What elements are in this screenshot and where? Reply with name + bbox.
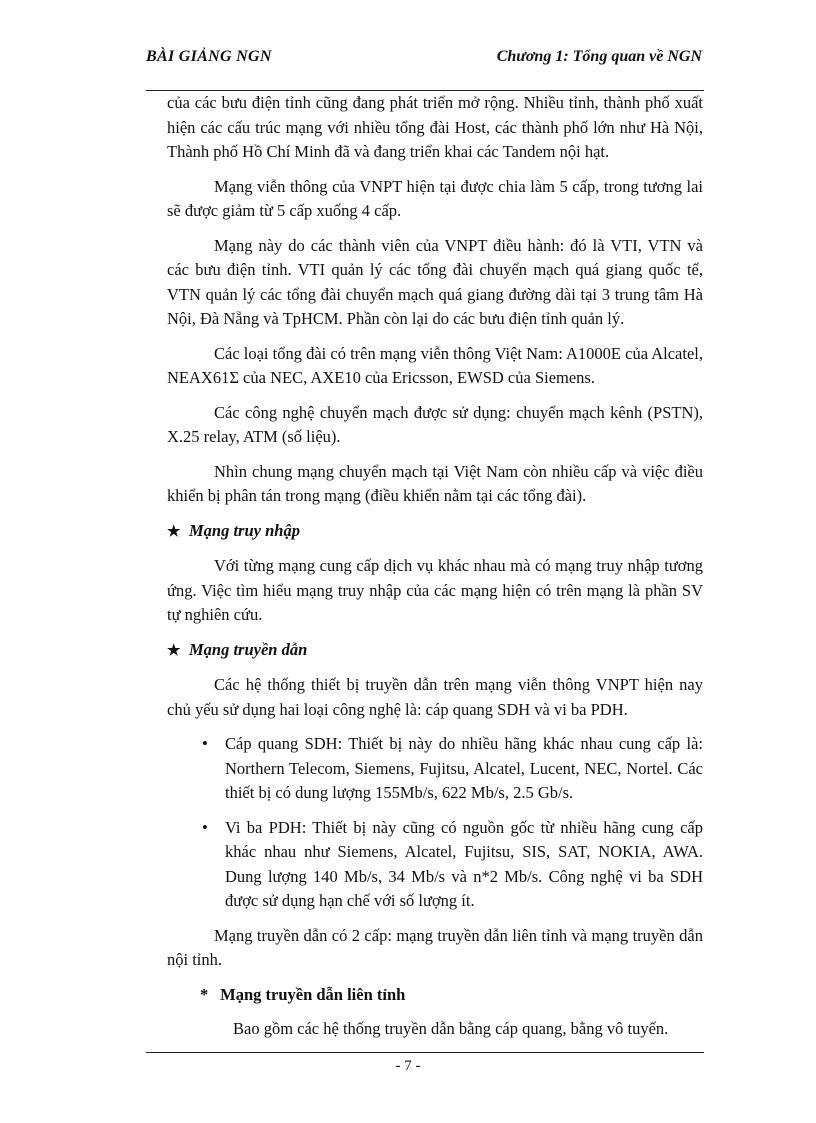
- paragraph: Mạng truyền dẫn có 2 cấp: mạng truyền dẫn liên tỉnh và mạng truyền dẫn nội tỉnh.: [167, 925, 703, 969]
- list-item: [167, 732, 703, 806]
- paragraph: Các loại tổng đài có trên mạng viễn thông Việt Nam: A1000E của Alcatel, NEAX61Σ của NEC, AXE10 của Ericsson, EWSD của Siemens.: [167, 343, 703, 387]
- footer-divider: [146, 1052, 704, 1053]
- star-icon: ★: [167, 523, 181, 540]
- paragraph: Mạng này do các thành viên của VNPT điều hành: đó là VTI, VTN và các bưu điện tỉnh. VTI quản lý các tổng đài chuyển mạch quá giang quốc tế, VTN quản lý các tổng đài chuyển mạch quá giang đường dài tại 3 trung tâm Hà Nội, Đà Nẵng và TpHCM. Phần còn lại do các bưu điện tỉnh quản lý.: [167, 235, 703, 328]
- page-header: [146, 48, 702, 76]
- paragraph: Mạng viễn thông của VNPT hiện tại được chia làm 5 cấp, trong tương lai sẽ được giảm từ 5 cấp xuống 4 cấp.: [167, 176, 703, 220]
- bullet-list: [167, 732, 703, 914]
- heading-text: Mạng truyền dẫn: [189, 639, 308, 659]
- subsection-heading-intercity: [200, 983, 703, 1008]
- page-number: - 7 -: [395, 1058, 421, 1074]
- list-item-text: Vi ba PDH: Thiết bị này cũng có nguồn gốc từ nhiều hãng cung cấp khác nhau như Siemens, Alcatel, Fujitsu, SIS, SAT, NOKIA, AWA. Dung lượng 140 Mb/s, 34 Mb/s và n*2 Mb/s. Công nghệ vi ba SDH được sử dụng hạn chế với số lượng ít.: [225, 817, 703, 910]
- document-body: [167, 91, 703, 1052]
- paragraph: Các công nghệ chuyển mạch được sử dụng: chuyển mạch kênh (PSTN), X.25 relay, ATM (số liệu).: [167, 402, 703, 446]
- subheading-text: Mạng truyền dẫn liên tỉnh: [220, 984, 406, 1004]
- paragraph: của các bưu điện tỉnh cũng đang phát triển mở rộng. Nhiều tỉnh, thành phố xuất hiện các cấu trúc mạng với nhiều tổng đài Host, các thành phố lớn như Hà Nội, Thành phố Hồ Chí Minh đã và đang triển khai các Tandem nội hạt.: [167, 93, 703, 161]
- section-heading-transmission-network: [167, 638, 703, 664]
- paragraph: Nhìn chung mạng chuyển mạch tại Việt Nam còn nhiều cấp và việc điều khiển bị phân tán trong mạng (điều khiển nằm tại các tổng đài).: [167, 461, 703, 505]
- bullet-icon: •: [202, 734, 208, 753]
- paragraph: Bao gồm các hệ thống truyền dẫn bằng cáp quang, bằng vô tuyến.: [233, 1019, 669, 1038]
- list-item: [167, 816, 703, 914]
- header-course-title: BÀI GIẢNG NGN: [146, 48, 272, 65]
- bullet-icon: •: [202, 817, 208, 837]
- section-heading-access-network: [167, 519, 703, 545]
- paragraph: Các hệ thống thiết bị truyền dẫn trên mạng viễn thông VNPT hiện nay chủ yếu sử dụng hai loại công nghệ là: cáp quang SDH và vi ba PDH.: [167, 675, 703, 719]
- paragraph: Với từng mạng cung cấp dịch vụ khác nhau mà có mạng truy nhập tương ứng. Việc tìm hiểu mạng truy nhập của các mạng hiện có trên mạng là phần SV tự nghiên cứu.: [167, 556, 703, 624]
- star-icon: ★: [167, 642, 181, 659]
- heading-text: Mạng truy nhập: [189, 520, 300, 540]
- header-chapter-title: Chương 1: Tổng quan về NGN: [496, 48, 702, 65]
- list-item-text: Cáp quang SDH: Thiết bị này do nhiều hãng khác nhau cung cấp là: Northern Telecom, Siemens, Fujitsu, Alcatel, Lucent, NEC, Nortel. Các thiết bị có dung lượng 155Mb/s, 622 Mb/s, 2.5 Gb/s.: [225, 734, 703, 802]
- asterisk-icon: *: [200, 984, 209, 1004]
